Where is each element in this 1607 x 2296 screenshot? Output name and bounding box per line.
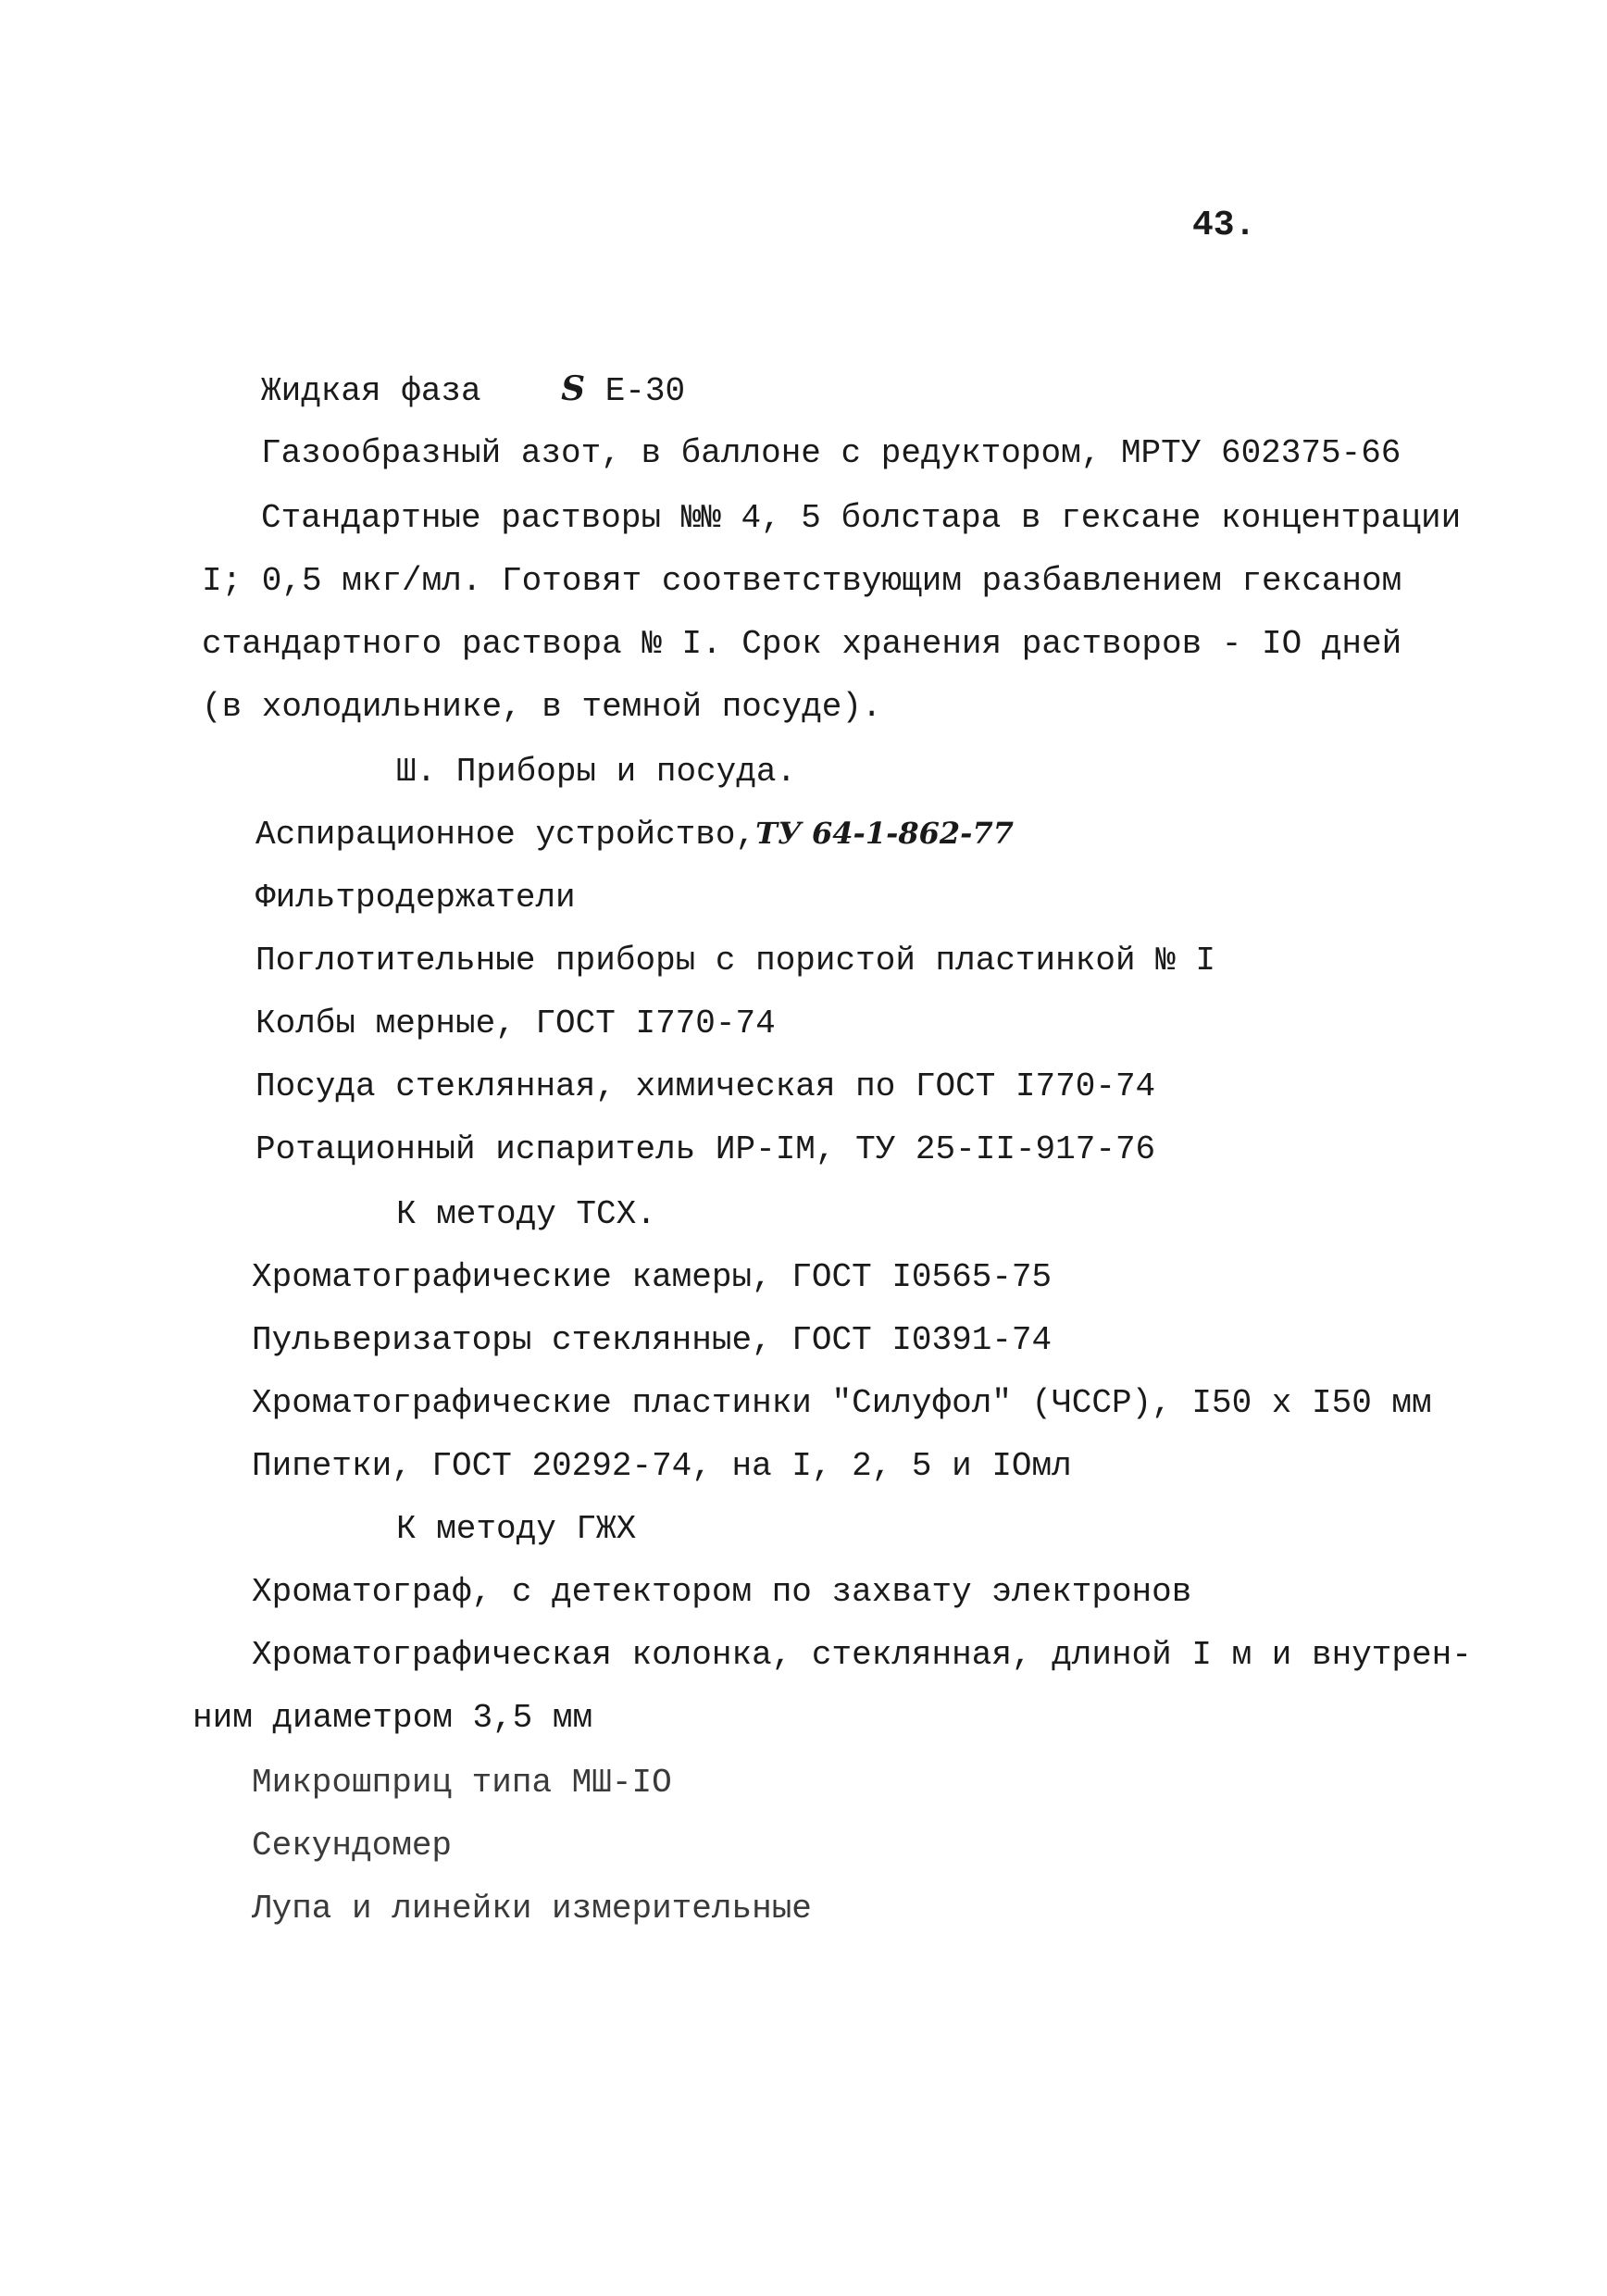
glc-chromatograph-line: Хроматограф, с детектором по захвату электронов [252, 1573, 1192, 1611]
filter-holders-line: Фильтродержатели [255, 879, 576, 917]
tlc-pipettes-line: Пипетки, ГОСТ 20292-74, на I, 2, 5 и IOмл [252, 1447, 1072, 1485]
liquid-phase-value-s: S [561, 369, 586, 408]
glassware-line: Посуда стеклянная, химическая по ГОСТ I770-74 [255, 1067, 1156, 1105]
glc-column-line-2: ним диаметром 3,5 мм [193, 1699, 593, 1737]
glc-magnifier-line: Лупа и линейки измерительные [252, 1890, 812, 1928]
liquid-phase-value: E-30 [604, 372, 686, 410]
flasks-line: Колбы мерные, ГОСТ I770-74 [255, 1004, 776, 1042]
tlc-heading: К методу ТСХ. [396, 1195, 656, 1233]
standards-line-1: Стандартные растворы №№ 4, 5 болстара в гексане концентрации [261, 499, 1462, 537]
standards-line-4: (в холодильнике, в темной посуде). [202, 688, 882, 726]
glc-heading: К методу ГЖХ [396, 1510, 637, 1548]
tlc-chambers-line: Хроматографические камеры, ГОСТ I0565-75 [252, 1258, 1053, 1296]
aspiration-handwritten-note: ТУ 64-1-862-77 [755, 816, 1014, 851]
liquid-phase-line [261, 369, 686, 410]
absorbers-line: Поглотительные приборы с пористой пластинкой № I [255, 942, 1215, 980]
aspiration-label: Аспирационное устройство, [255, 816, 756, 854]
aspiration-line [255, 818, 1014, 852]
glc-microsyringe-line: Микрошприц типа МШ-IО [252, 1764, 672, 1802]
standards-line-3: стандартного раствора № I. Срок хранения растворов - IO дней [202, 625, 1402, 663]
tlc-sprayers-line: Пульверизаторы стеклянные, ГОСТ I0391-74 [252, 1321, 1053, 1359]
nitrogen-line: Газообразный азот, в баллоне с редуктором, МРТУ 602375-66 [261, 434, 1401, 472]
glc-column-line-1: Хроматографическая колонка, стеклянная, длиной I м и внутрен- [252, 1636, 1472, 1674]
devices-heading: Ш. Приборы и посуда. [396, 753, 797, 791]
tlc-plates-line: Хроматографические пластинки "Силуфол" (ЧССР), I50 x I50 мм [252, 1384, 1432, 1422]
evaporator-line: Ротационный испаритель ИР-IМ, ТУ 25-II-917-76 [255, 1130, 1156, 1168]
glc-stopwatch-line: Секундомер [252, 1827, 453, 1865]
liquid-phase-label: Жидкая фаза [261, 372, 481, 410]
page-number: 43. [1192, 206, 1256, 245]
standards-line-2: I; 0,5 мкг/мл. Готовят соответствующим разбавлением гексаном [202, 562, 1402, 600]
